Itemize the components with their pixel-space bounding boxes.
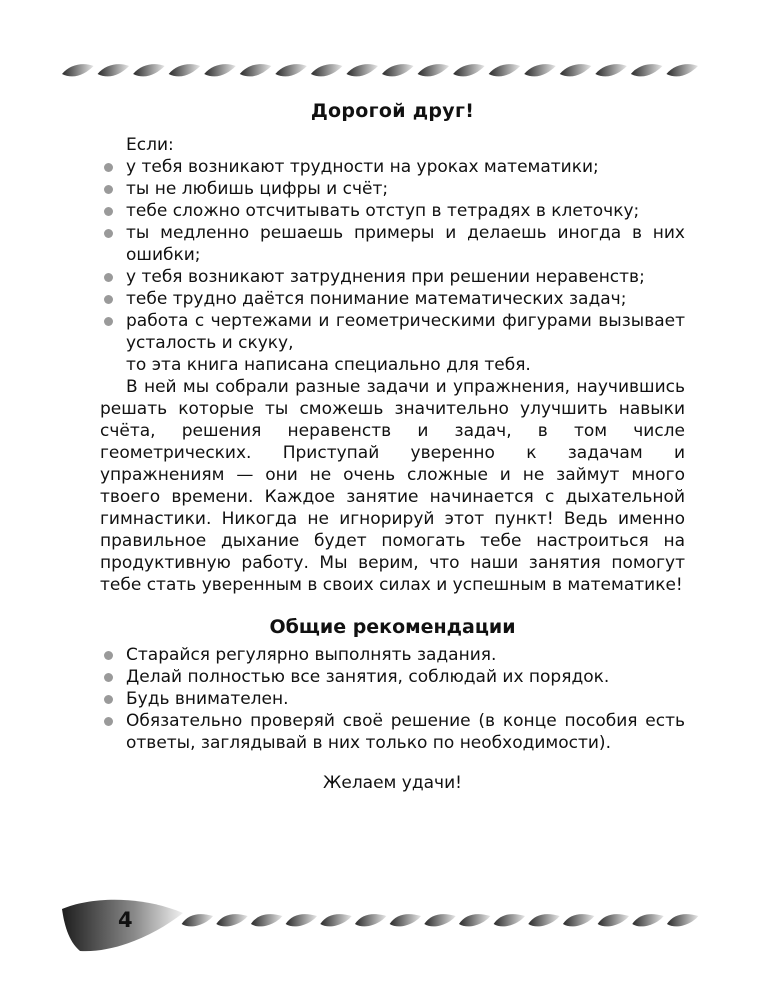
leaf-border-icon — [204, 64, 236, 76]
leaf-border-icon — [133, 64, 165, 76]
leaf-border-icon — [560, 64, 592, 76]
leaf-border-icon — [346, 64, 378, 76]
leaf-border-icon — [631, 64, 663, 76]
conditions-list — [100, 156, 685, 354]
list-item: ты медленно решаешь примеры и делаешь иногда в них ошибки; — [100, 222, 685, 266]
recommendations-title: Общие рекомендации — [269, 616, 516, 638]
list-item: Делай полностью все занятия, соблюдай их порядок. — [100, 666, 685, 688]
leaf-border-icon — [424, 914, 455, 926]
bottom-leaf-border — [180, 910, 700, 932]
leaf-border-icon — [275, 64, 307, 76]
intro-conclusion: то эта книга написана специально для тебя. — [126, 355, 531, 375]
leaf-border-icon — [98, 64, 130, 76]
recommendations-list — [100, 644, 685, 754]
leaf-border-icon — [320, 914, 351, 926]
leaf-border-icon — [240, 64, 272, 76]
closing-wish: Желаем удачи! — [323, 773, 462, 793]
bullet-icon — [104, 229, 113, 238]
bullet-icon — [104, 207, 113, 216]
leaf-border-icon — [62, 64, 94, 76]
leaf-border-icon — [169, 64, 201, 76]
list-item: тебе сложно отсчитывать отступ в тетрадях в клеточку; — [100, 200, 685, 222]
leaf-border-icon — [355, 914, 386, 926]
leaf-border-icon — [489, 64, 521, 76]
bullet-icon — [104, 317, 113, 326]
list-item: Будь внимателен. — [100, 688, 685, 710]
bullet-icon — [104, 673, 113, 682]
leaf-border-icon — [598, 914, 629, 926]
bullet-icon — [104, 185, 113, 194]
leaf-border-icon — [494, 914, 525, 926]
leaf-border-icon — [667, 914, 698, 926]
list-item: работа с чертежами и геометрическими фигурами вызывает усталость и скуку, — [100, 310, 685, 354]
page-title: Дорогой друг! — [310, 100, 475, 122]
leaf-border-icon — [251, 914, 282, 926]
leaf-border-icon — [666, 64, 698, 76]
list-item: у тебя возникают трудности на уроках математики; — [100, 156, 685, 178]
bullet-icon — [104, 717, 113, 726]
leaf-border-icon — [459, 914, 490, 926]
leaf-border-icon — [528, 914, 559, 926]
bullet-icon — [104, 273, 113, 282]
leaf-border-icon — [632, 914, 663, 926]
leaf-border-icon — [595, 64, 627, 76]
leaf-border-icon — [286, 914, 317, 926]
bullet-icon — [104, 695, 113, 704]
list-item: тебе трудно даётся понимание математических задач; — [100, 288, 685, 310]
leaf-border-icon — [216, 914, 247, 926]
leaf-border-icon — [382, 64, 414, 76]
list-item: у тебя возникают затруднения при решении неравенств; — [100, 266, 685, 288]
bullet-icon — [104, 163, 113, 172]
leaf-border-icon — [453, 64, 485, 76]
leaf-border-icon — [524, 64, 556, 76]
intro-body: В ней мы собрали разные задачи и упражнения, научившись решать которые ты сможешь значительно улучшить навыки счёта, решения неравенств и задач, в том числе геометрических. Приступай уверенно к задачам и упражнениям — они не очень сложные и не займут много твоего времени. Каждое занятие начинается с дыхательной гимнастики. Никогда не игнорируй этот пункт! Ведь именно правильное дыхание будет помогать тебе настроиться на продуктивную работу. Мы верим, что наши занятия помогут тебе стать уверенным в своих силах и успешным в математике! — [100, 377, 685, 595]
list-item: ты не любишь цифры и счёт; — [100, 178, 685, 200]
leaf-border-icon — [311, 64, 343, 76]
list-item: Старайся регулярно выполнять задания. — [100, 644, 685, 666]
leaf-border-icon — [563, 914, 594, 926]
bullet-icon — [104, 295, 113, 304]
page-number: 4 — [118, 908, 133, 932]
list-item: Обязательно проверяй своё решение (в конце пособия есть ответы, заглядывай в них только по необходимости). — [100, 710, 685, 754]
leaf-border-icon — [182, 914, 213, 926]
letter-content — [100, 100, 685, 794]
leaf-border-icon — [418, 64, 450, 76]
bullet-icon — [104, 651, 113, 660]
top-leaf-border — [60, 60, 700, 82]
intro-lead: Если: — [126, 135, 174, 155]
leaf-border-icon — [390, 914, 421, 926]
